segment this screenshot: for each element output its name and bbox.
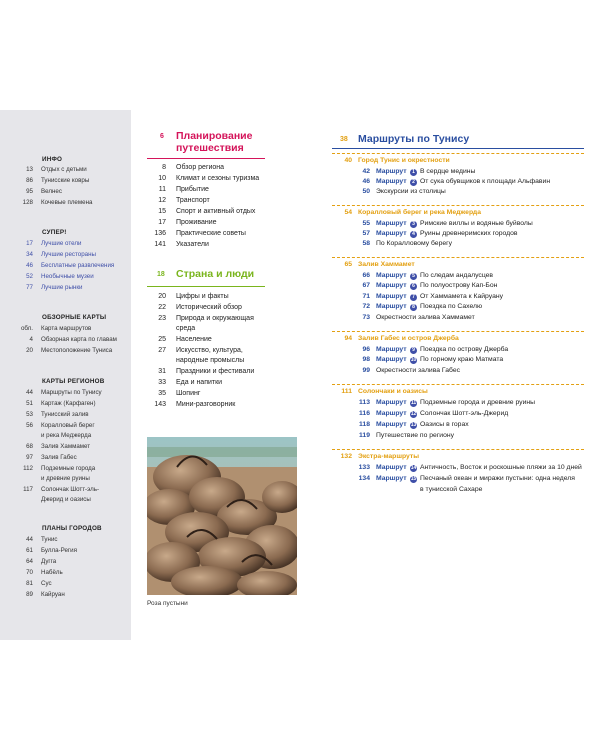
section-title-line2[interactable]: путешествия	[176, 142, 244, 154]
sidebar-heading-super: СУПЕР!	[42, 229, 67, 236]
route-number-badge: 7	[410, 294, 417, 301]
list-item[interactable]: 77 Лучшие рынки	[26, 284, 83, 291]
route-region-heading[interactable]: 40 Город Тунис и окрестности	[344, 157, 450, 164]
route-region-heading[interactable]: 54 Коралловый берег и река Меджерда	[344, 209, 482, 216]
route-number-badge: 15	[410, 475, 417, 482]
route-number-badge: 4	[410, 231, 417, 238]
sidebar-heading-info: ИНФО	[42, 156, 63, 163]
divider	[147, 286, 265, 287]
route-region-heading[interactable]: 111 Солончаки и оазисы	[341, 388, 428, 395]
divider	[332, 148, 584, 149]
list-item[interactable]: 81 Сус	[26, 580, 52, 587]
list-item[interactable]: 46 Бесплатные развлечения	[26, 262, 115, 269]
list-item[interactable]: 4 Обзорная карта по главам	[29, 336, 117, 343]
list-item[interactable]: и древние руины	[41, 475, 90, 482]
list-item[interactable]: 64 Дугга	[26, 558, 57, 565]
list-item[interactable]: 68 Залив Хаммамет	[26, 443, 91, 450]
divider	[332, 384, 584, 385]
section-number: 38	[340, 136, 348, 143]
route-region-heading[interactable]: 65 Залив Хаммамет	[344, 261, 415, 268]
list-item[interactable]: 44 Маршруты по Тунису	[26, 389, 102, 396]
divider	[332, 257, 584, 258]
section-title[interactable]: Планирование	[176, 130, 253, 142]
route-number-badge: 8	[410, 304, 417, 311]
route-number-badge: 3	[410, 221, 417, 228]
section-title[interactable]: Маршруты по Тунису	[358, 133, 470, 145]
route-number-badge: 1	[410, 169, 417, 176]
list-item[interactable]: 117 Солончак Шотт-эль-	[23, 486, 100, 493]
list-item[interactable]: 89 Кайруан	[26, 591, 65, 598]
section-title[interactable]: Страна и люди	[176, 268, 255, 280]
list-item[interactable]: 95 Велнес	[26, 188, 62, 195]
list-item[interactable]: 13 Отдых с детьми	[26, 166, 87, 173]
sidebar-heading-region-maps: КАРТЫ РЕГИОНОВ	[42, 378, 105, 385]
route-number-badge: 6	[410, 283, 417, 290]
list-item[interactable]: 128 Кочевые племена	[22, 199, 93, 206]
list-item[interactable]: 61 Булла-Регия	[26, 547, 77, 554]
route-number-badge: 9	[410, 347, 417, 354]
list-item[interactable]: и река Меджерда	[41, 432, 92, 439]
list-item[interactable]: 56 Коралловый берег	[26, 422, 95, 429]
list-item[interactable]: Джерид и оазисы	[41, 496, 91, 503]
list-item[interactable]: 112 Подземные города	[23, 465, 96, 472]
list-item[interactable]: 51 Картаж (Карфаген)	[26, 400, 96, 407]
list-item[interactable]: 34 Лучшие рестораны	[26, 251, 96, 258]
photo-caption: Роза пустыни	[147, 600, 188, 607]
list-item[interactable]: 17 Лучшие отели	[26, 240, 82, 247]
route-region-heading[interactable]: 132 Экстра-маршруты	[340, 453, 420, 460]
route-region-heading[interactable]: 94 Залив Габес и остров Джерба	[344, 335, 459, 342]
list-item[interactable]: 44 Тунис	[26, 536, 58, 543]
section-number: 6	[160, 133, 164, 140]
divider	[332, 205, 584, 206]
list-item[interactable]: обл. Карта маршрутов	[20, 325, 92, 332]
list-item[interactable]: 86 Тунисские ковры	[26, 177, 90, 184]
list-item[interactable]: 97 Залив Габес	[26, 454, 77, 461]
divider	[332, 153, 584, 154]
list-item[interactable]: 20 Местоположение Туниса	[26, 347, 113, 354]
divider	[147, 158, 265, 159]
desert-rose-photo	[147, 437, 297, 595]
divider	[332, 449, 584, 450]
route-number-badge: 11	[410, 399, 417, 406]
divider	[332, 331, 584, 332]
section-number: 18	[157, 271, 165, 278]
list-item[interactable]: 52 Необычные музеи	[26, 273, 94, 280]
route-number-badge: 12	[410, 410, 417, 417]
list-item[interactable]: 70 Набёль	[26, 569, 63, 576]
route-number-badge: 14	[410, 464, 417, 471]
list-item[interactable]: 53 Тунисский залив	[26, 411, 89, 418]
route-number-badge: 5	[410, 273, 417, 280]
sidebar-heading-city-plans: ПЛАНЫ ГОРОДОВ	[42, 525, 102, 532]
route-number-badge: 2	[410, 179, 417, 186]
route-number-badge: 13	[410, 421, 417, 428]
sidebar-heading-overview-maps: ОБЗОРНЫЕ КАРТЫ	[42, 314, 107, 321]
route-number-badge: 10	[410, 356, 417, 363]
